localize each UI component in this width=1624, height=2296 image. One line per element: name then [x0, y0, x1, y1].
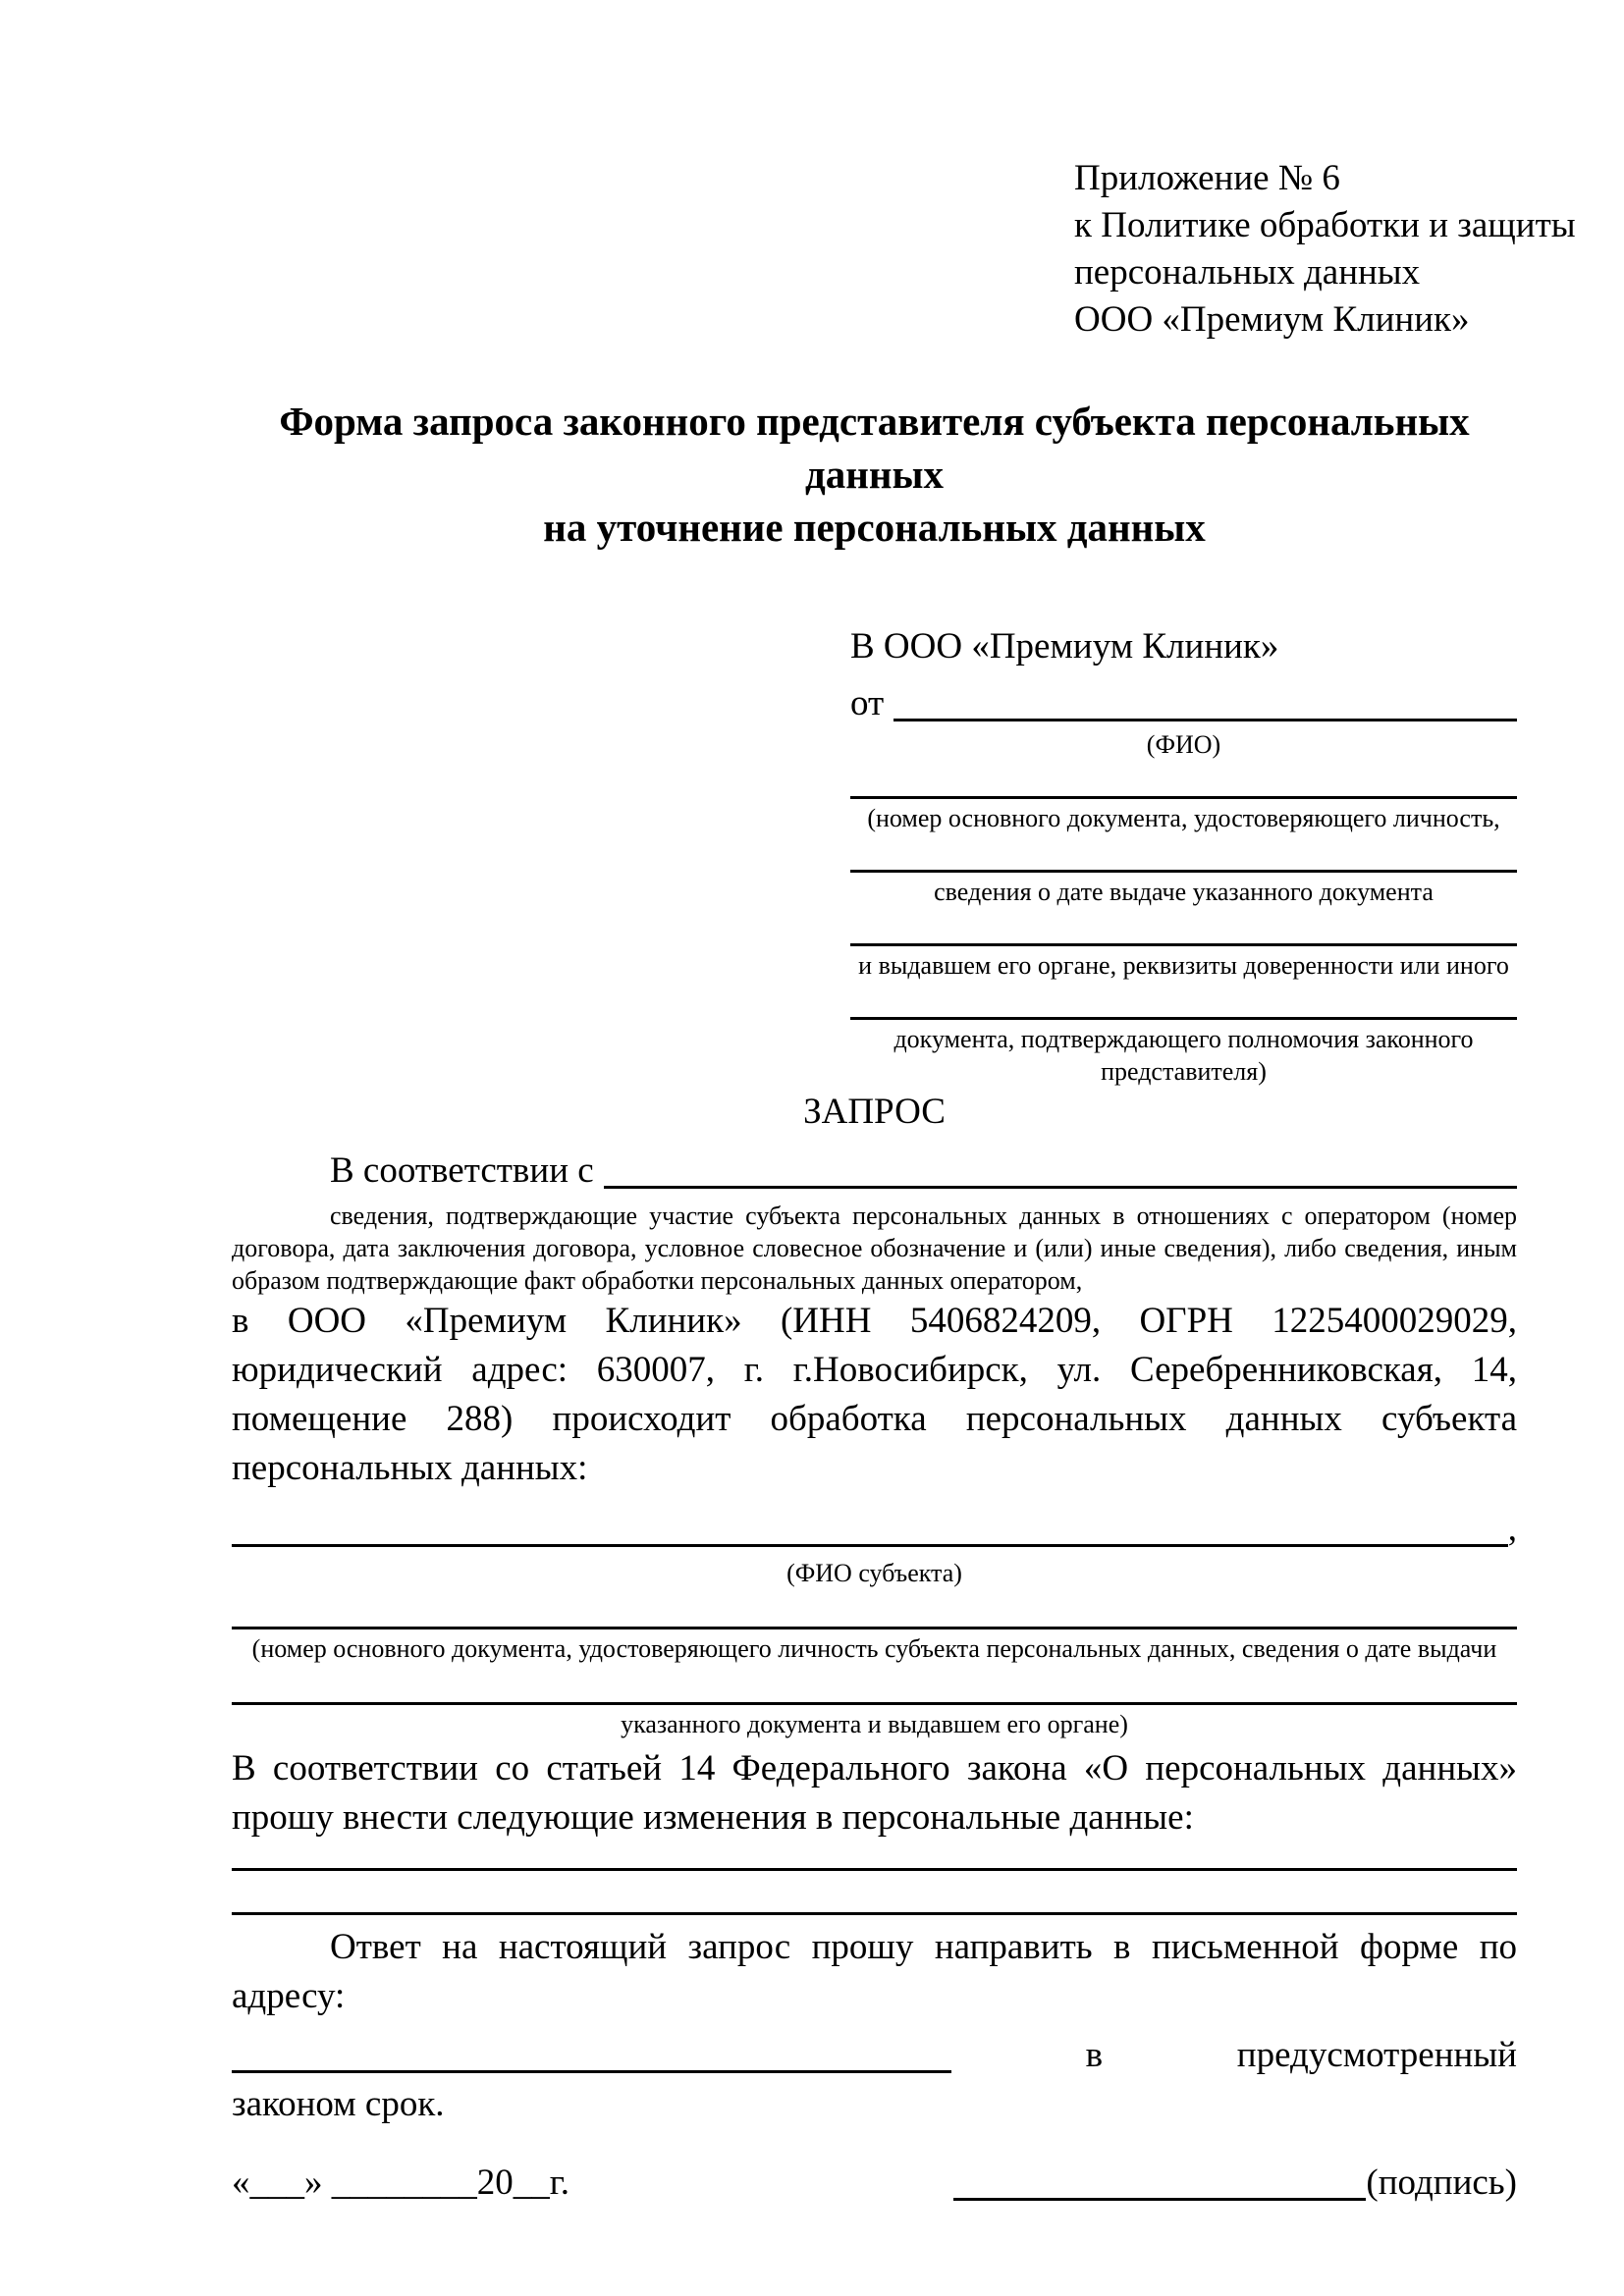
signature-blank-line [953, 2198, 1366, 2201]
reply-paragraph: Ответ на настоящий запрос прошу направить в письменной форме по адресу: [232, 1927, 1517, 2016]
addressee-to: В ООО «Премиум Клиник» [850, 626, 1279, 667]
subject-doc-blank-line-2 [232, 1702, 1517, 1705]
intro-row [232, 1137, 1517, 1196]
from-label: от [850, 683, 885, 723]
reply-word-in: в [1085, 2035, 1104, 2075]
reply-word-last: предусмотренный [1236, 2035, 1517, 2075]
blank-line [850, 943, 1517, 946]
footer-row [232, 2159, 1517, 2208]
reply-address-blank-line [232, 2021, 951, 2073]
signature-caption: (подпись) [1366, 2163, 1517, 2203]
date-line: «___» ________20__г. [232, 2163, 570, 2203]
from-row [850, 669, 1517, 728]
signature-group [953, 2159, 1517, 2208]
representative-doc-row-4 [850, 1017, 1517, 1088]
subject-comma: , [1507, 1509, 1517, 1549]
blank-line [850, 870, 1517, 873]
subject-doc-caption-2: указанного документа и выдавшем его органе) [621, 1710, 1128, 1738]
changes-blank-line-2 [232, 1912, 1517, 1915]
law-paragraph: В соответствии со статьей 14 Федерального закона «О персональных данных» прошу внести следующие изменения в персональные данные: [232, 1748, 1517, 1838]
from-blank-line [893, 669, 1517, 721]
representative-doc-row-1 [850, 796, 1517, 834]
subject-doc-blank-line-1 [232, 1627, 1517, 1629]
appendix-line-4: ООО «Премиум Клиник» [1074, 299, 1470, 340]
doc-caption-2: сведения о дате выдаче указанного документа [934, 878, 1434, 906]
reply-address-row [232, 2021, 1517, 2080]
intro-prefix: В соответствии с [330, 1150, 594, 1191]
intro-caption: сведения, подтверждающие участие субъекта персональных данных в отношениях с оператором (номер договора, дата заключения договора, условное словесное обозначение и (или) иные сведения), либо сведения, иным образом подтверждающие факт обработки персональных данных оператором, [232, 1201, 1517, 1295]
representative-doc-row-3 [850, 943, 1517, 982]
form-title [232, 395, 1517, 554]
representative-doc-row-2 [850, 870, 1517, 908]
request-heading: ЗАПРОС [803, 1092, 946, 1132]
blank-line [850, 796, 1517, 799]
appendix-block [1074, 155, 1576, 344]
appendix-line-2: к Политике обработки и защиты [1074, 205, 1576, 245]
subject-fio-caption: (ФИО субъекта) [786, 1559, 962, 1587]
changes-blank-line-1 [232, 1868, 1517, 1871]
subject-doc-caption-1: (номер основного документа, удостоверяющего личность субъекта персональных данных, сведения о дате выдачи [251, 1634, 1497, 1663]
intro-blank-line [604, 1137, 1517, 1189]
subject-fio-row [232, 1495, 1517, 1554]
doc-caption-3: и выдавшем его органе, реквизиты доверенности или иного [858, 951, 1509, 980]
blank-line [850, 1017, 1517, 1020]
form-title-line-2: на уточнение персональных данных [543, 505, 1206, 550]
appendix-line-3: персональных данных [1074, 252, 1421, 293]
subject-fio-blank-line [232, 1495, 1508, 1547]
appendix-line-1: Приложение № 6 [1074, 158, 1340, 198]
form-title-line-1: Форма запроса законного представителя субъекта персональных данных [279, 399, 1470, 497]
reply-tail: законом срок. [232, 2084, 445, 2124]
fio-caption: (ФИО) [1146, 730, 1221, 759]
operator-paragraph: в ООО «Премиум Клиник» (ИНН 5406824209, ОГРН 1225400029029, юридический адрес: 630007, г. г.Новосибирск, ул. Серебренниковская, 14, помещение 288) происходит обработка персональных данных субъекта персональных данных: [232, 1301, 1517, 1488]
doc-caption-1: (номер основного документа, удостоверяющего личность, [867, 804, 1500, 832]
addressee-block [850, 624, 1517, 1088]
doc-caption-4: документа, подтверждающего полномочия законного представителя) [893, 1025, 1474, 1086]
